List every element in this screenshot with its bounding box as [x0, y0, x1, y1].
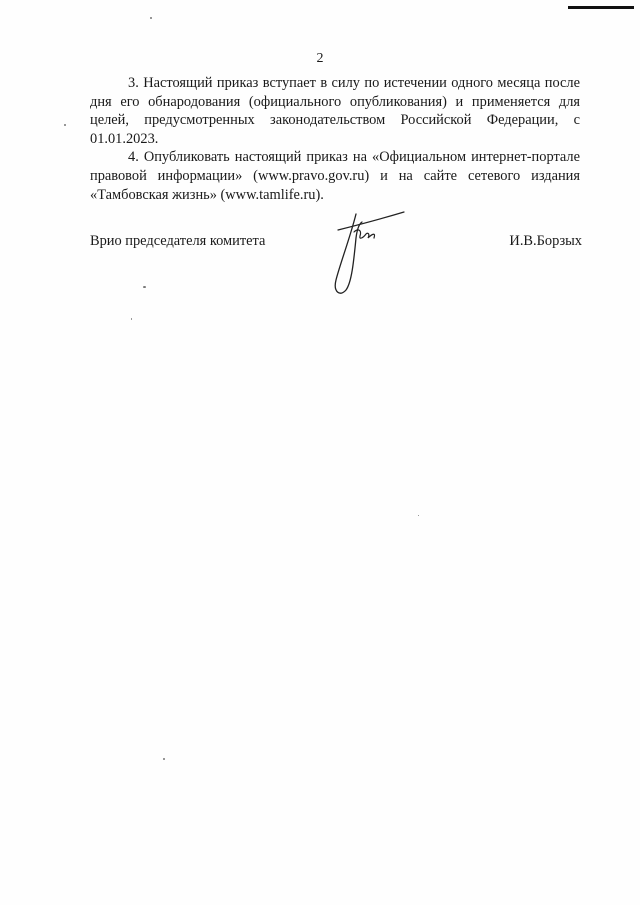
scan-edge-mark: [568, 6, 634, 9]
signer-position: Врио председателя комитета: [90, 233, 266, 249]
signature-block: [90, 232, 582, 302]
scan-speck: [64, 124, 66, 126]
scan-speck: [150, 17, 152, 19]
scan-speck: [163, 758, 165, 760]
page-number: 2: [316, 51, 324, 66]
document-body: [90, 74, 580, 204]
scan-speck: [143, 286, 146, 288]
paragraph-4: 4. Опубликовать настоящий приказ на «Официальном интернет-портале правовой информации» (www.pravo.gov.ru) и на сайте сетевого издания «Тамбовская жизнь» (www.tamlife.ru).: [90, 149, 580, 203]
handwritten-signature: [326, 208, 416, 300]
paragraph-3: 3. Настоящий приказ вступает в силу по истечении одного месяца после дня его обнародования (официального опубликования) и применяется для целей, предусмотренных законодательством Российской Федерации, с 01.01.2023.: [90, 75, 580, 147]
scan-speck: [418, 515, 419, 516]
signer-name: И.В.Борзых: [509, 233, 582, 249]
scan-speck: [131, 318, 132, 320]
